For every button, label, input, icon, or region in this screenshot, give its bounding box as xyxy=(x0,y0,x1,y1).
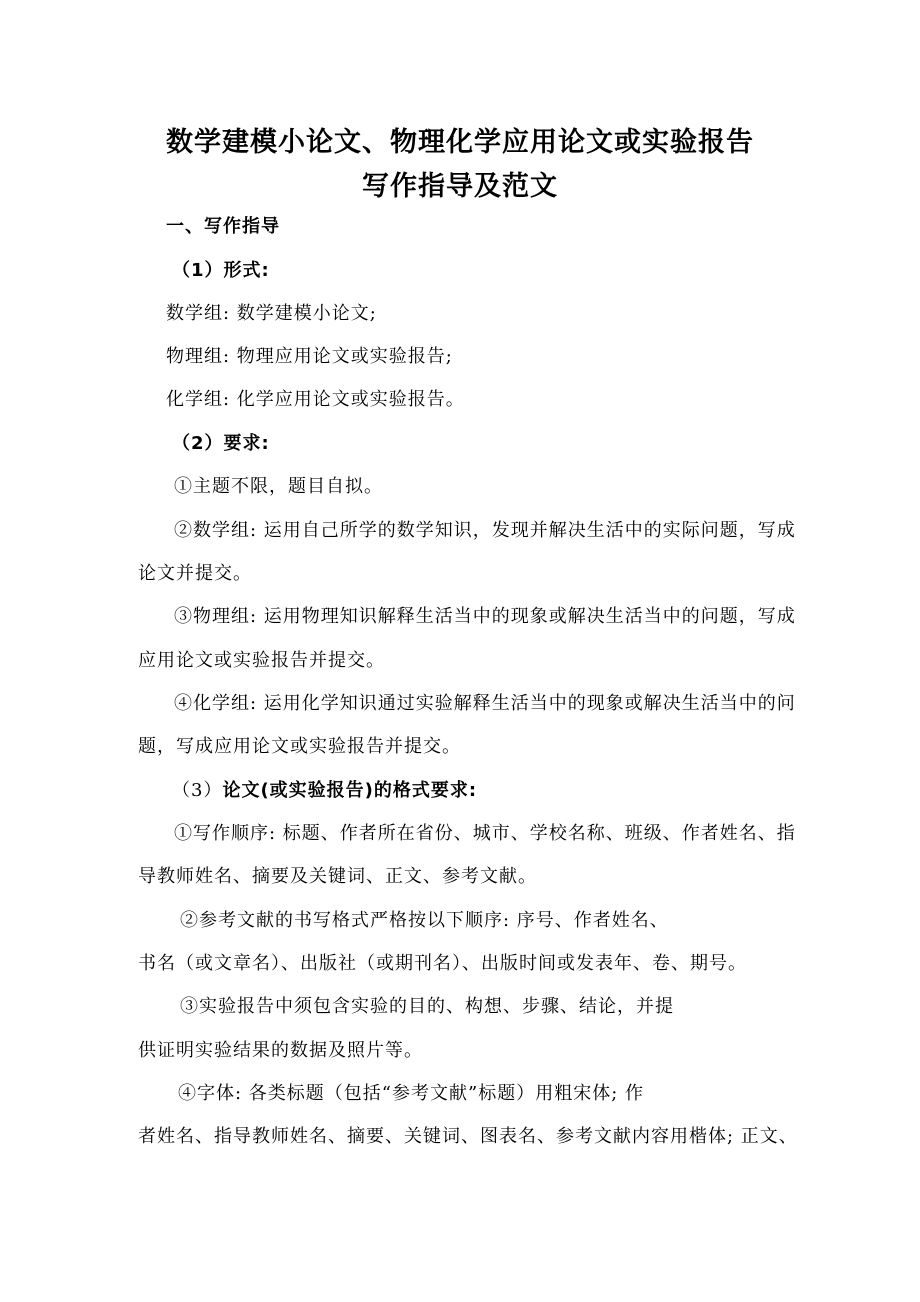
format-item-1-line-1: ①写作顺序: 标题、作者所在省份、城市、学校名称、班级、作者姓名、指 xyxy=(174,823,796,844)
requirements-heading: （2）要求: xyxy=(172,433,270,454)
requirement-item-4-line-1: ④化学组: 运用化学知识通过实验解释生活当中的现象或解决生活当中的问 xyxy=(174,693,796,714)
format-item-2-line-1: ②参考文献的书写格式严格按以下顺序: 序号、作者姓名、 xyxy=(180,910,669,931)
format-heading-prefix: （3） xyxy=(172,780,223,801)
document-title-line-2: 写作指导及范文 xyxy=(362,171,558,202)
form-math-line: 数学组: 数学建模小论文; xyxy=(166,303,377,324)
section-heading: 一、写作指导 xyxy=(166,216,280,237)
requirement-item-2-line-1: ②数学组: 运用自己所学的数学知识，发现并解决生活中的实际问题，写成 xyxy=(174,520,796,541)
format-item-4-line-2: 者姓名、指导教师姓名、摘要、关键词、图表名、参考文献内容用楷体; 正文、 xyxy=(138,1126,798,1147)
format-heading xyxy=(172,779,477,803)
format-item-2-line-2: 书名（或文章名）、出版社（或期刊名）、出版时间或发表年、卷、期号。 xyxy=(138,953,747,974)
format-item-3-line-2: 供证明实验结果的数据及照片等。 xyxy=(138,1040,423,1061)
form-physics-line: 物理组: 物理应用论文或实验报告; xyxy=(166,346,453,367)
requirement-item-1: ①主题不限，题目自拟。 xyxy=(174,476,383,497)
form-chemistry-line: 化学组: 化学应用论文或实验报告。 xyxy=(166,389,465,410)
format-item-4-line-1: ④字体: 各类标题（包括“参考文献”标题）用粗宋体; 作 xyxy=(178,1083,644,1104)
form-heading: （1）形式: xyxy=(172,260,270,281)
document-title-line-1: 数学建模小论文、物理化学应用论文或实验报告 xyxy=(166,127,754,158)
format-item-3-line-1: ③实验报告中须包含实验的目的、构想、步骤、结论，并提 xyxy=(180,996,674,1017)
format-item-1-line-2: 导教师姓名、摘要及关键词、正文、参考文献。 xyxy=(138,866,537,887)
requirement-item-2-line-2: 论文并提交。 xyxy=(138,563,252,584)
requirement-item-3-line-2: 应用论文或实验报告并提交。 xyxy=(138,650,385,671)
requirement-item-4-line-2: 题，写成应用论文或实验报告并提交。 xyxy=(138,736,461,757)
requirement-item-3-line-1: ③物理组: 运用物理知识解释生活当中的现象或解决生活当中的问题，写成 xyxy=(174,606,796,627)
format-heading-title: 论文(或实验报告)的格式要求: xyxy=(222,780,478,801)
